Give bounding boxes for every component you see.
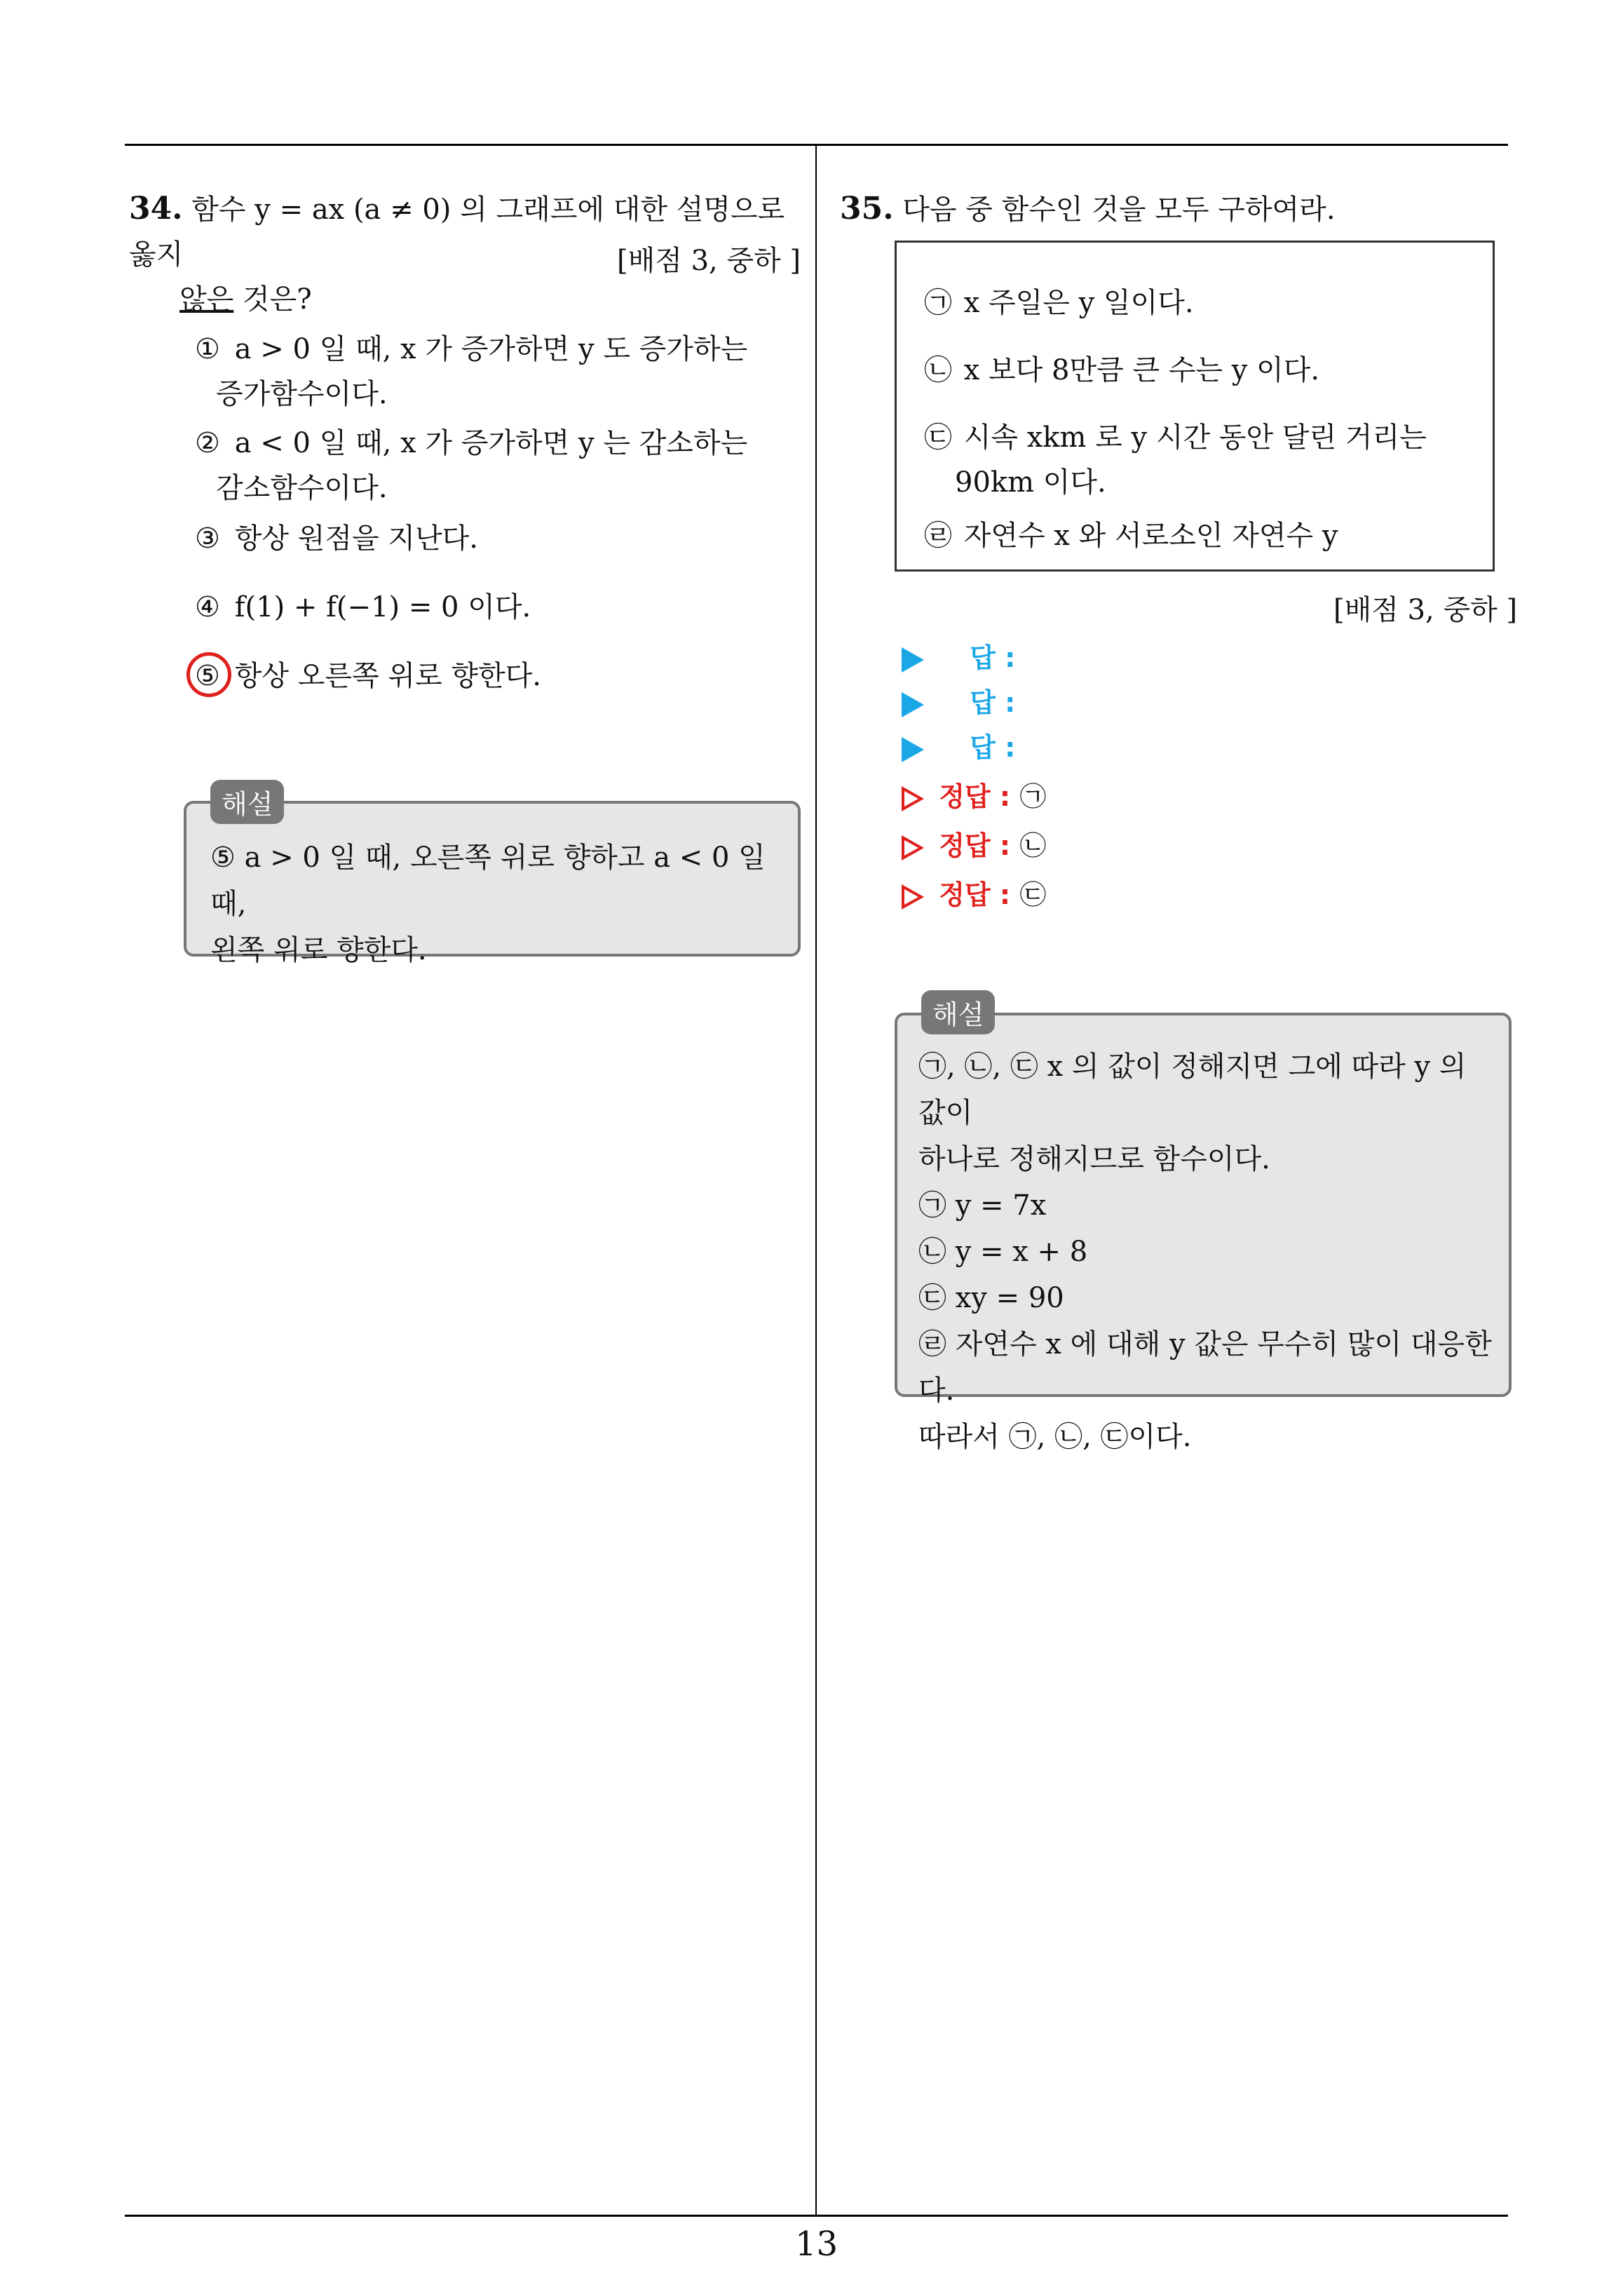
correct-label: 정답 : (939, 879, 1011, 910)
explanation-line: 왼쪽 위로 향한다. (210, 934, 427, 966)
explanation-line: ㉠ y = 7x (918, 1189, 1047, 1222)
answer-label: 답 : (970, 642, 1016, 673)
correct-answer-2 (902, 823, 1046, 868)
explanation-line: 따라서 ㉠, ㉡, ㉢이다. (918, 1421, 1192, 1453)
item-text: x 보다 8만큼 큰 수는 y 이다. (963, 354, 1320, 386)
answer-label: 답 : (970, 687, 1016, 718)
correct-value: ㉢ (1019, 879, 1047, 910)
q35-item-1 (924, 281, 1485, 325)
item-mark: ㉡ (924, 354, 952, 386)
explanation-line: ㉢ xy = 90 (918, 1282, 1064, 1314)
outline-triangle-icon (902, 835, 924, 860)
q34-score: [배점 3, 중하 ] (617, 245, 801, 277)
play-triangle-icon (902, 737, 924, 762)
q34-number: 34. (129, 191, 183, 227)
q35-stem (840, 187, 1499, 232)
answer-label: 답 : (970, 732, 1016, 763)
page-number: 13 (795, 2224, 838, 2264)
play-triangle-icon (902, 647, 924, 673)
q34-choice-2[interactable] (195, 421, 798, 511)
q34-stem-underlined: 않은 (179, 283, 234, 316)
item-mark: ㉣ (924, 520, 952, 552)
q35-item-3 (924, 415, 1485, 505)
choice-text: a < 0 일 때, x 가 증가하면 y 는 감소하는 (234, 427, 748, 459)
choice-text: 항상 원점을 지난다. (234, 522, 478, 555)
correct-label: 정답 : (939, 781, 1011, 812)
q35-explanation-text (918, 1044, 1500, 1460)
q34-explanation-text (210, 835, 785, 973)
explanation-line: ㉡ y = x + 8 (918, 1236, 1088, 1268)
item-text-cont: 90km 이다. (955, 466, 1106, 499)
choice-mark: ④ (195, 591, 220, 623)
q34-choice-3[interactable] (195, 516, 798, 561)
play-triangle-icon (902, 692, 924, 717)
bottom-rule (125, 2215, 1508, 2217)
answer-blank-3[interactable] (902, 725, 1015, 770)
q35-number: 35. (840, 191, 894, 227)
choice-text-cont: 증가함수이다. (216, 378, 388, 410)
item-mark: ㉢ (924, 421, 952, 454)
column-divider (815, 144, 817, 2216)
explanation-line: 하나로 정해지므로 함수이다. (918, 1143, 1270, 1175)
q35-item-2 (924, 348, 1485, 393)
choice-mark: ⑤ (195, 660, 220, 692)
answer-blank-2[interactable] (902, 680, 1015, 725)
answer-blank-1[interactable] (902, 635, 1015, 680)
correct-value: ㉡ (1019, 830, 1047, 861)
q35-stem-text: 다음 중 함수인 것을 모두 구하여라. (902, 194, 1336, 226)
item-text: 시속 xkm 로 y 시간 동안 달린 거리는 (963, 421, 1427, 454)
choice-mark: ① (195, 333, 220, 365)
q35-score: [배점 3, 중하 ] (1333, 594, 1518, 626)
q35-explanation-tag: 해설 (921, 990, 995, 1034)
choice-text: 항상 오른쪽 위로 향한다. (234, 660, 541, 692)
choice-text: f(1) + f(−1) = 0 이다. (234, 591, 531, 623)
q34-explanation-tag: 해설 (210, 780, 284, 824)
explanation-line: ㉠, ㉡, ㉢ x 의 값이 정해지면 그에 따라 y 의 값이 (918, 1051, 1467, 1129)
q35-item-4 (924, 513, 1485, 558)
choice-text-cont: 감소함수이다. (216, 472, 388, 504)
correct-label: 정답 : (939, 830, 1011, 861)
correct-answer-3 (902, 872, 1046, 917)
choice-mark: ② (195, 427, 220, 459)
q34-choice-5[interactable] (195, 654, 798, 698)
explanation-line: ⑤ a > 0 일 때, 오른쪽 위로 향하고 a < 0 일 때, (210, 842, 766, 920)
choice-mark: ③ (195, 522, 220, 555)
outline-triangle-icon (902, 786, 924, 811)
explanation-line: ㉣ 자연수 x 에 대해 y 값은 무수히 많이 대응한다. (918, 1328, 1492, 1407)
q34-choice-4[interactable] (195, 585, 798, 630)
item-text: x 주일은 y 일이다. (963, 287, 1194, 319)
q34-choice-1[interactable] (195, 327, 798, 417)
q34-stem-line1: 함수 y = ax (a ≠ 0) 의 그래프에 대한 설명으로 옳지 (129, 194, 785, 271)
correct-value: ㉠ (1019, 781, 1047, 812)
item-mark: ㉠ (924, 287, 952, 319)
outline-triangle-icon (902, 884, 924, 910)
q34-stem-line2: 것은? (233, 283, 312, 316)
correct-answer-1 (902, 774, 1046, 819)
choice-text: a > 0 일 때, x 가 증가하면 y 도 증가하는 (234, 333, 748, 365)
item-text: 자연수 x 와 서로소인 자연수 y (963, 520, 1338, 552)
